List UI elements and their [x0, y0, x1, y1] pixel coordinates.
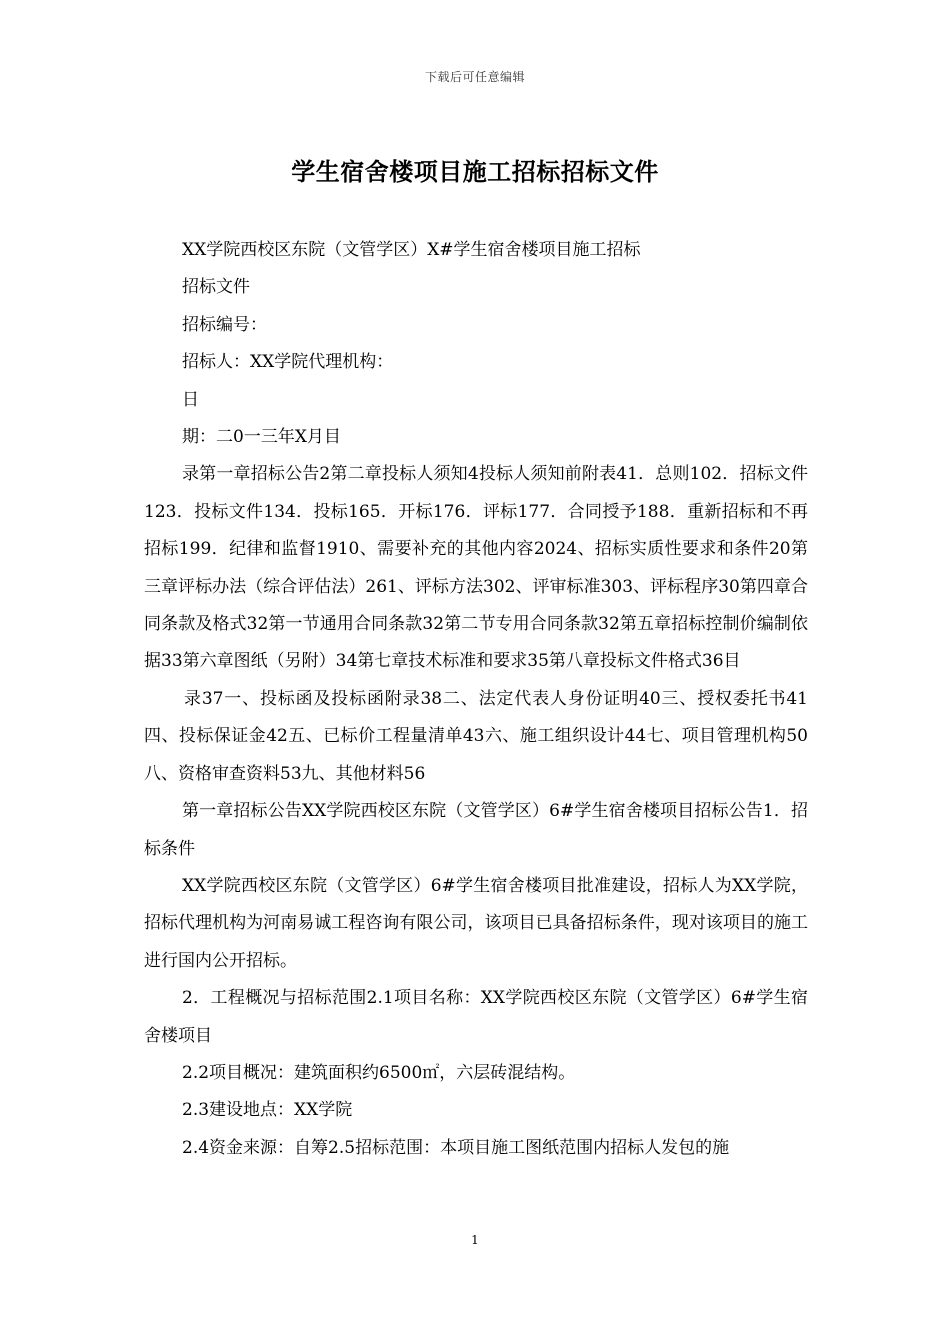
paragraph-tenderer: 招标人：XX学院代理机构： [182, 352, 394, 373]
paragraph-date-label: 日 [182, 389, 199, 410]
paragraph-funding-source: 2.4资金来源：自筹2.5招标范围：本项目施工图纸范围内招标人发包的施 [182, 1137, 730, 1158]
document-body [144, 232, 808, 1167]
paragraph-table-of-contents-1: 录第一章招标公告2第二章投标人须知4投标人须知前附表41．总则102．招标文件123．投标文件134．投标165．开标176．评标177．合同授予188．重新招标和不再招标199．纪律和监督1910、需要补充的其他内容2024、招标实质性要求和条件20第三章评标办法（综合评估法）261、评标方法302、评审标准303、评标程序30第四章合同条款及格式32第一节通用合同条款32第二节专用合同条款32第五章招标控制价编制依据33第六章图纸（另附）34第七章技术标准和要求35第八章投标文件格式36目 [144, 464, 808, 672]
paragraph-project-summary: 2.2项目概况：建筑面积约6500㎡，六层砖混结构。 [182, 1062, 576, 1083]
paragraph-construction-site: 2.3建设地点：XX学院 [182, 1100, 353, 1121]
paragraph-doc-type: 招标文件 [182, 277, 250, 298]
paragraph-chapter-1-heading: 第一章招标公告XX学院西校区东院（文管学区）6#学生宿舍楼项目招标公告1．招标条件 [144, 801, 808, 859]
paragraph-date: 期：二0一三年X月目 [182, 427, 341, 448]
paragraph-project-name: XX学院西校区东院（文管学区）X#学生宿舍楼项目施工招标 [182, 240, 641, 260]
document-title: 学生宿舍楼项目施工招标招标文件 [291, 158, 659, 186]
paragraph-table-of-contents-2: 录37一、投标函及投标函附录38二、法定代表人身份证明40三、授权委托书41四、投标保证金42五、已标价工程量清单43六、施工组织设计44七、项目管理机构50八、资格审查资料53九、其他材料56 [144, 688, 808, 784]
paragraph-project-overview: 2．工程概况与招标范围2.1项目名称：XX学院西校区东院（文管学区）6#学生宿舍楼项目 [144, 988, 808, 1046]
paragraph-tender-conditions: XX学院西校区东院（文管学区）6#学生宿舍楼项目批准建设，招标人为XX学院，招标代理机构为河南易诚工程咨询有限公司，该项目已具备招标条件，现对该项目的施工进行国内公开招标。 [144, 875, 808, 971]
paragraph-tender-number: 招标编号： [182, 314, 267, 335]
page-number: 1 [471, 1233, 479, 1247]
header-note: 下载后可任意编辑 [424, 70, 525, 84]
